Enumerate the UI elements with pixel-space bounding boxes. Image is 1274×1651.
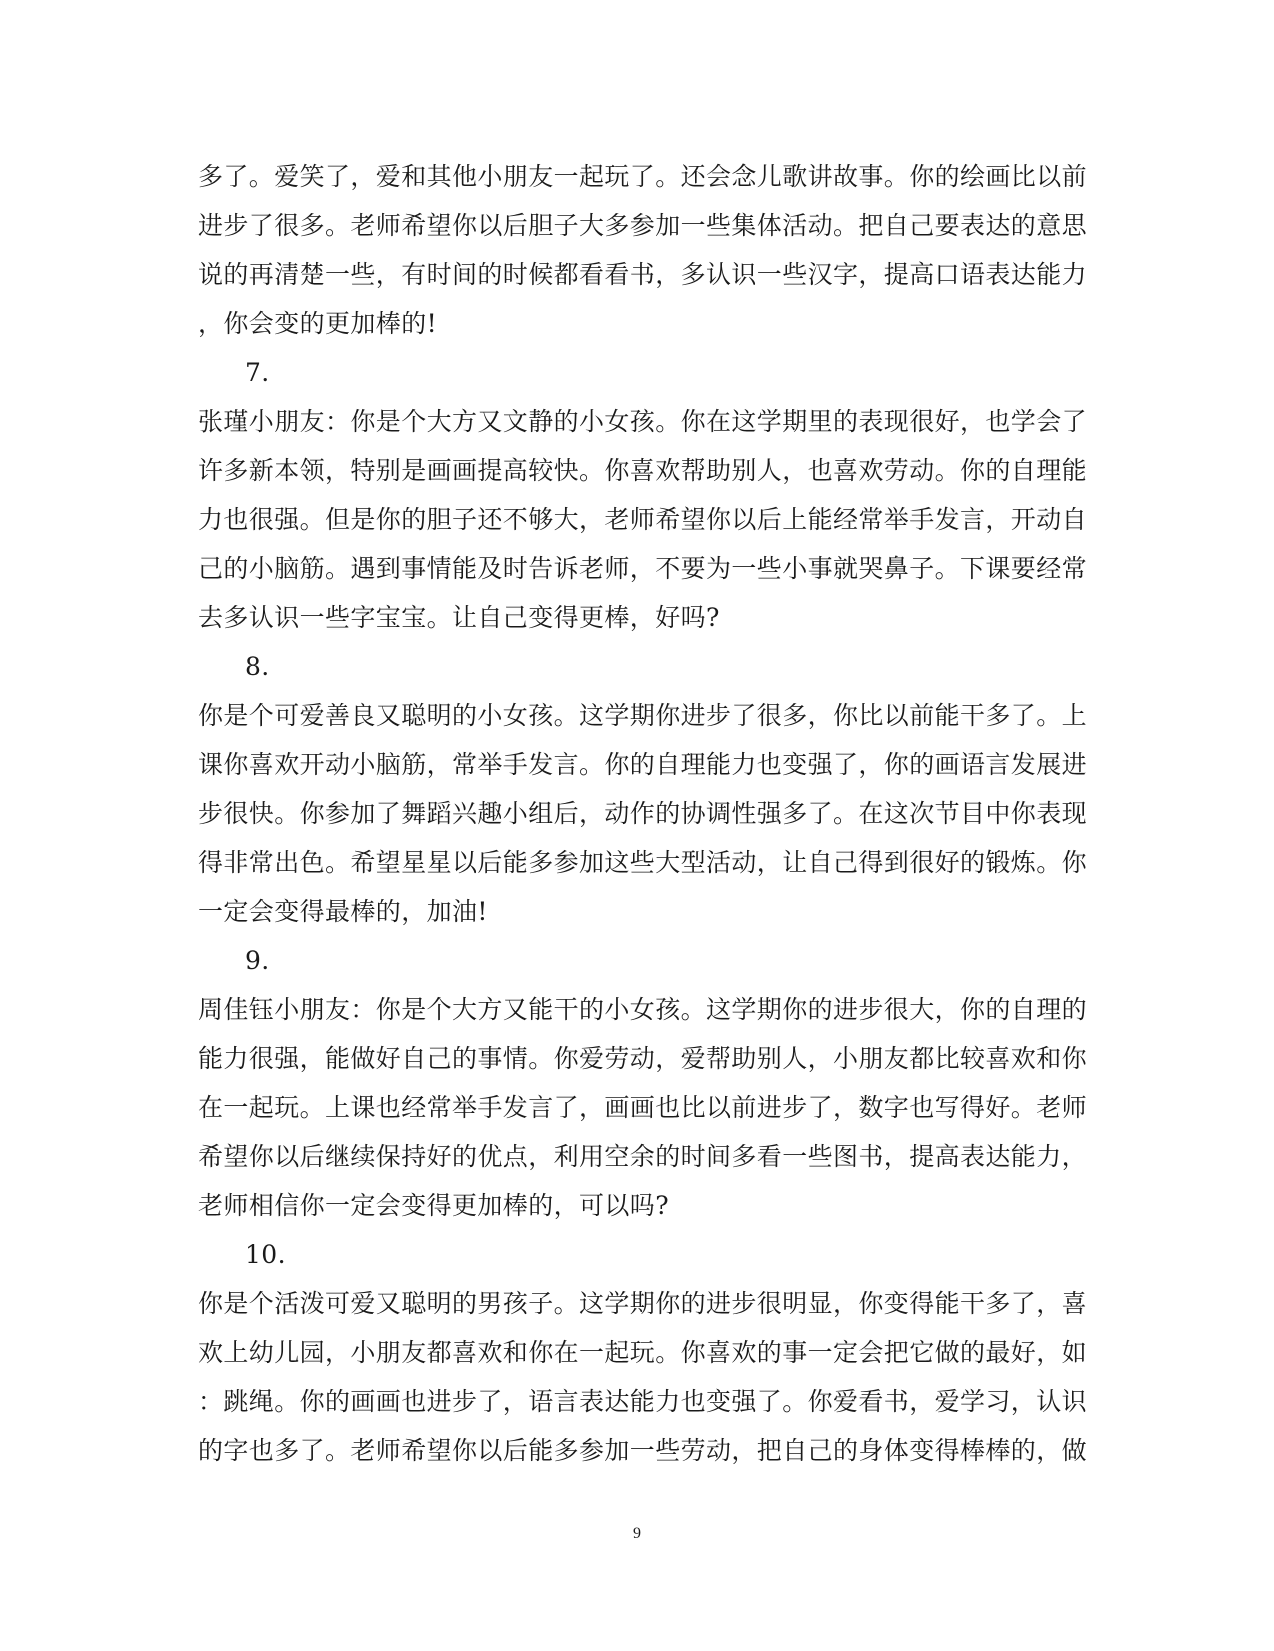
text-line: 说的再清楚一些，有时间的时候都看看书，多认识一些汉字，提高口语表达能力 xyxy=(198,260,1088,289)
text-line: 张瑾小朋友：你是个大方又文静的小女孩。你在这学期里的表现很好，也学会了 xyxy=(198,407,1088,436)
text-line: 能力很强，能做好自己的事情。你爱劳动，爱帮助别人，小朋友都比较喜欢和你 xyxy=(198,1044,1088,1073)
text-line: 一定会变得最棒的，加油! xyxy=(198,897,488,926)
text-line: 老师相信你一定会变得更加棒的，可以吗? xyxy=(198,1191,670,1220)
text-line: 的字也多了。老师希望你以后能多参加一些劳动，把自己的身体变得棒棒的，做 xyxy=(198,1436,1088,1465)
item-number: 7. xyxy=(245,358,270,387)
text-line: 去多认识一些字宝宝。让自己变得更棒，好吗? xyxy=(198,603,720,632)
text-line: 进步了很多。老师希望你以后胆子大多参加一些集体活动。把自己要表达的意思 xyxy=(198,211,1088,240)
text-line: 多了。爱笑了，爱和其他小朋友一起玩了。还会念儿歌讲故事。你的绘画比以前 xyxy=(198,162,1088,191)
text-line: ：跳绳。你的画画也进步了，语言表达能力也变强了。你爱看书，爱学习，认识 xyxy=(198,1387,1088,1416)
text-line: 己的小脑筋。遇到事情能及时告诉老师，不要为一些小事就哭鼻子。下课要经常 xyxy=(198,554,1088,583)
text-line: 希望你以后继续保持好的优点，利用空余的时间多看一些图书，提高表达能力， xyxy=(198,1142,1088,1171)
page-number: 9 xyxy=(633,1525,641,1542)
text-line: 许多新本领，特别是画画提高较快。你喜欢帮助别人，也喜欢劳动。你的自理能 xyxy=(198,456,1088,485)
text-line: ，你会变的更加棒的! xyxy=(198,309,438,338)
item-number: 10. xyxy=(245,1240,286,1269)
text-line: 力也很强。但是你的胆子还不够大，老师希望你以后上能经常举手发言，开动自 xyxy=(198,505,1088,534)
text-line: 步很快。你参加了舞蹈兴趣小组后，动作的协调性强多了。在这次节目中你表现 xyxy=(198,799,1088,828)
text-line: 你是个活泼可爱又聪明的男孩子。这学期你的进步很明显，你变得能干多了，喜 xyxy=(198,1289,1088,1318)
item-number: 9. xyxy=(245,946,270,975)
text-line: 周佳钰小朋友：你是个大方又能干的小女孩。这学期你的进步很大，你的自理的 xyxy=(198,995,1088,1024)
text-line: 课你喜欢开动小脑筋，常举手发言。你的自理能力也变强了，你的画语言发展进 xyxy=(198,750,1088,779)
document-body xyxy=(198,152,1088,1475)
text-line: 你是个可爱善良又聪明的小女孩。这学期你进步了很多，你比以前能干多了。上 xyxy=(198,701,1088,730)
text-line: 在一起玩。上课也经常举手发言了，画画也比以前进步了，数字也写得好。老师 xyxy=(198,1093,1088,1122)
item-number: 8. xyxy=(245,652,270,681)
text-line: 欢上幼儿园，小朋友都喜欢和你在一起玩。你喜欢的事一定会把它做的最好，如 xyxy=(198,1338,1088,1367)
text-line: 得非常出色。希望星星以后能多参加这些大型活动，让自己得到很好的锻炼。你 xyxy=(198,848,1088,877)
